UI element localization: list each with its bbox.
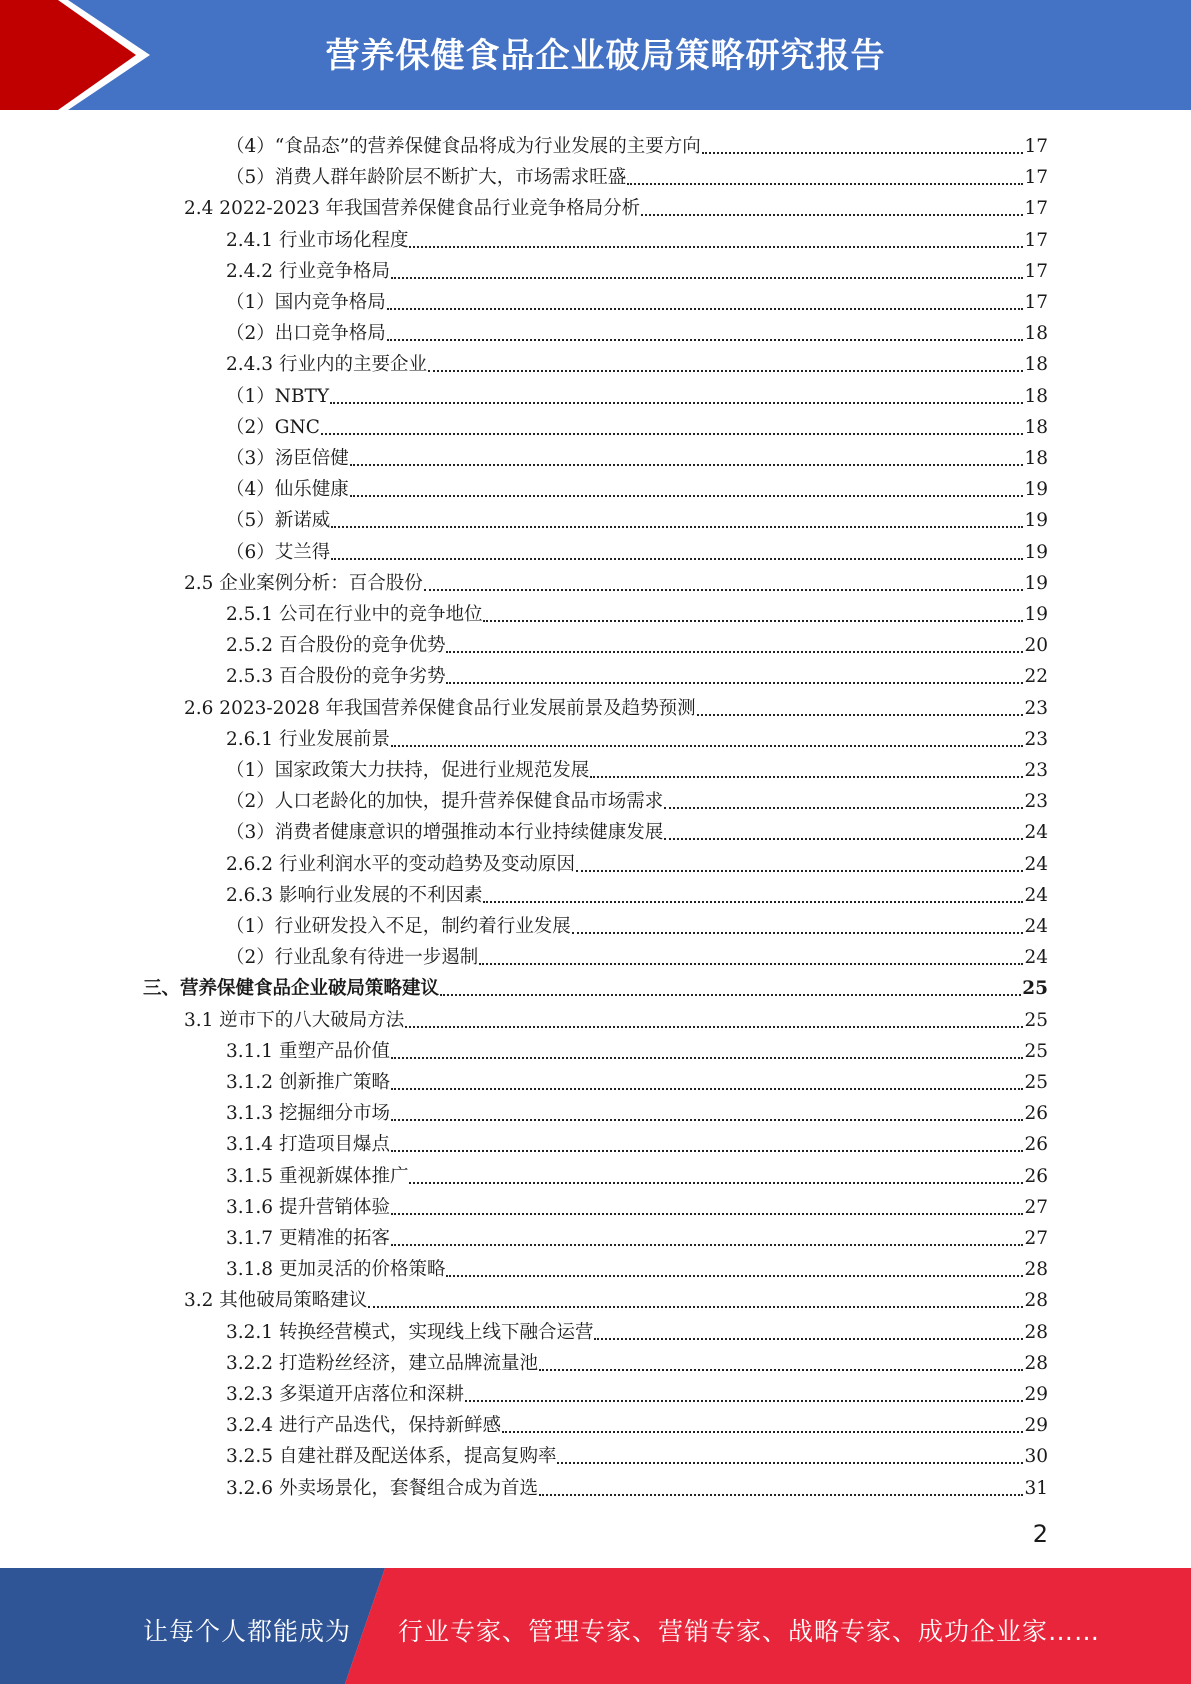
toc-entry-page: 17	[1024, 260, 1048, 282]
toc-dot-leader	[627, 183, 1023, 185]
toc-dot-leader	[483, 901, 1023, 903]
toc-entry[interactable]	[184, 190, 1048, 220]
toc-dot-leader	[391, 1244, 1023, 1246]
toc-entry-title: （2）出口竞争格局	[226, 323, 386, 345]
toc-entry-page: 25	[1024, 1072, 1048, 1093]
toc-dot-leader	[664, 838, 1023, 840]
report-title: 营养保健食品企业破局策略研究报告	[325, 36, 886, 76]
toc-entry-page: 20	[1024, 635, 1048, 657]
toc-dot-leader	[641, 214, 1023, 216]
toc-entry-page: 25	[1024, 1040, 1048, 1062]
toc-entry-page: 18	[1024, 448, 1048, 469]
toc-entry-title: 3.2.1 转换经营模式，实现线上线下融合运营	[226, 1321, 594, 1343]
toc-entry-title: 2.5.1 公司在行业中的竞争地位	[226, 604, 483, 625]
toc-dot-leader	[479, 963, 1023, 965]
toc-entry-page: 25	[1024, 1009, 1048, 1031]
toc-entry-page: 27	[1024, 1228, 1048, 1249]
toc-entry[interactable]	[226, 627, 1048, 657]
toc-entry-page: 19	[1024, 572, 1048, 594]
toc-entry[interactable]	[226, 908, 1048, 938]
toc-dot-leader	[557, 1462, 1023, 1464]
toc-entry[interactable]	[226, 159, 1048, 189]
toc-entry-title: 3.1.8 更加灵活的价格策略	[226, 1259, 446, 1281]
toc-entry-page: 19	[1024, 541, 1048, 563]
toc-dot-leader	[387, 339, 1024, 341]
toc-entry-title: 2.6 2023-2028 年我国营养保健食品行业发展前景及趋势预测	[184, 697, 696, 719]
toc-entry[interactable]	[226, 346, 1048, 376]
toc-entry-page: 24	[1024, 822, 1048, 844]
toc-entry[interactable]	[226, 1158, 1048, 1188]
page-header	[0, 0, 1191, 110]
toc-entry[interactable]	[226, 1220, 1048, 1250]
toc-entry-page: 17	[1024, 229, 1048, 251]
toc-entry-title: 2.5.2 百合股份的竞争优势	[226, 635, 446, 657]
toc-dot-leader	[405, 1026, 1023, 1028]
toc-entry-title: 3.2.3 多渠道开店落位和深耕	[226, 1384, 464, 1405]
toc-entry[interactable]	[226, 596, 1048, 626]
toc-entry-page: 26	[1024, 1165, 1048, 1187]
toc-entry[interactable]	[184, 1002, 1048, 1032]
toc-entry[interactable]	[226, 1033, 1048, 1063]
toc-entry-title: （2）行业乱象有待进一步遏制	[226, 947, 479, 969]
page-footer	[0, 1568, 1191, 1684]
toc-dot-leader	[594, 1338, 1023, 1340]
toc-dot-leader	[446, 1275, 1023, 1277]
toc-entry[interactable]	[226, 1345, 1048, 1375]
toc-dot-leader	[387, 308, 1024, 310]
toc-entry-title: 2.4.1 行业市场化程度	[226, 229, 409, 251]
toc-entry[interactable]	[226, 378, 1048, 408]
toc-entry-page: 18	[1024, 323, 1048, 345]
toc-entry[interactable]	[226, 1126, 1048, 1156]
toc-entry-page: 24	[1024, 947, 1048, 969]
toc-entry-title: 2.6.1 行业发展前景	[226, 728, 390, 750]
toc-entry-title: 2.4 2022-2023 年我国营养保健食品行业竞争格局分析	[184, 198, 641, 220]
toc-dot-leader	[391, 277, 1023, 279]
toc-entry-title: （5）消费人群年龄阶层不断扩大，市场需求旺盛	[226, 167, 627, 189]
toc-entry[interactable]	[226, 222, 1048, 252]
toc-entry[interactable]	[226, 471, 1048, 501]
toc-entry-title: （4）仙乐健康	[226, 479, 349, 501]
toc-entry[interactable]	[226, 814, 1048, 844]
toc-entry[interactable]	[226, 253, 1048, 283]
toc-entry-page: 23	[1024, 728, 1048, 750]
toc-entry-title: 3.2.5 自建社群及配送体系，提高复购率	[226, 1446, 557, 1468]
toc-entry-title: （1）国内竞争格局	[226, 292, 386, 313]
toc-entry[interactable]	[226, 1438, 1048, 1468]
toc-dot-leader	[321, 433, 1024, 435]
toc-dot-leader	[446, 651, 1023, 653]
toc-entry[interactable]	[226, 752, 1048, 782]
toc-entry-page: 23	[1024, 791, 1048, 813]
toc-entry-title: 2.5 企业案例分析：百合股份	[184, 572, 423, 594]
toc-entry[interactable]	[184, 565, 1048, 595]
toc-entry-page: 28	[1024, 1321, 1048, 1343]
toc-entry[interactable]	[226, 440, 1048, 470]
toc-dot-leader	[391, 1150, 1023, 1152]
toc-dot-leader	[350, 495, 1024, 497]
toc-entry-title: 3.1 逆市下的八大破局方法	[184, 1009, 405, 1031]
toc-entry-page: 25	[1022, 978, 1048, 1000]
footer-slogan-left: 让每个人都能成为	[143, 1617, 352, 1646]
toc-entry[interactable]	[226, 877, 1048, 907]
toc-entry-title: 2.6.2 行业利润水平的变动趋势及变动原因	[226, 853, 575, 875]
toc-dot-leader	[697, 714, 1024, 716]
toc-entry-page: 27	[1024, 1196, 1048, 1218]
page-number: 2	[1032, 1520, 1048, 1548]
toc-entry[interactable]	[184, 1282, 1048, 1312]
toc-dot-leader	[391, 1119, 1023, 1121]
toc-entry-page: 19	[1024, 604, 1048, 625]
toc-dot-leader	[428, 370, 1023, 372]
toc-entry-title: （1）NBTY	[226, 385, 330, 407]
toc-dot-leader	[576, 870, 1023, 872]
toc-dot-leader	[391, 1057, 1023, 1059]
toc-dot-leader	[391, 1088, 1023, 1090]
toc-entry-page: 29	[1024, 1384, 1048, 1405]
toc-dot-leader	[368, 1306, 1023, 1308]
toc-entry-page: 23	[1024, 760, 1048, 781]
toc-entry[interactable]	[226, 1095, 1048, 1125]
toc-entry[interactable]	[226, 284, 1048, 314]
toc-dot-leader	[465, 1400, 1023, 1402]
toc-entry-title: 3.2.4 进行产品迭代，保持新鲜感	[226, 1415, 501, 1437]
toc-entry-title: 3.1.4 打造项目爆点	[226, 1134, 390, 1156]
toc-dot-leader	[572, 932, 1024, 934]
toc-entry[interactable]	[226, 534, 1048, 564]
toc-dot-leader	[331, 558, 1023, 560]
toc-entry-title: 3.1.2 创新推广策略	[226, 1072, 390, 1093]
toc-entry-page: 29	[1024, 1415, 1048, 1437]
toc-dot-leader	[590, 776, 1023, 778]
toc-entry[interactable]	[226, 128, 1048, 158]
toc-entry[interactable]	[226, 1376, 1048, 1406]
toc-entry[interactable]	[184, 690, 1048, 720]
toc-dot-leader	[424, 589, 1024, 591]
toc-dot-leader	[350, 464, 1024, 466]
toc-entry-page: 17	[1024, 136, 1048, 157]
toc-dot-leader	[440, 994, 1021, 996]
toc-entry-title: 2.5.3 百合股份的竞争劣势	[226, 666, 446, 688]
toc-entry[interactable]	[226, 783, 1048, 813]
toc-entry-title: 2.4.2 行业竞争格局	[226, 260, 390, 282]
toc-entry-title: 3.2.6 外卖场景化，套餐组合成为首选	[226, 1477, 538, 1499]
toc-dot-leader	[483, 620, 1023, 622]
toc-entry-page: 26	[1024, 1103, 1048, 1125]
toc-entry-page: 28	[1024, 1259, 1048, 1281]
toc-entry-page: 30	[1024, 1446, 1048, 1468]
toc-entry-title: 2.6.3 影响行业发展的不利因素	[226, 884, 483, 906]
toc-entry-title: （2）GNC	[226, 416, 320, 438]
toc-entry-page: 26	[1024, 1134, 1048, 1156]
toc-entry-page: 24	[1024, 884, 1048, 906]
toc-dot-leader	[330, 402, 1023, 404]
toc-entry[interactable]	[143, 970, 1048, 1000]
toc-entry-title: （5）新诺威	[226, 510, 331, 532]
toc-entry-page: 19	[1024, 510, 1048, 532]
toc-entry-page: 24	[1024, 916, 1048, 937]
toc-entry-page: 18	[1024, 354, 1048, 376]
toc-entry-page: 19	[1024, 479, 1048, 501]
footer-slogan-right: 行业专家、管理专家、营销专家、战略专家、成功企业家……	[398, 1617, 1101, 1646]
toc-entry-title: （3）消费者健康意识的增强推动本行业持续健康发展	[226, 822, 664, 844]
toc-dot-leader	[409, 1182, 1023, 1184]
toc-entry[interactable]	[226, 939, 1048, 969]
toc-entry-title: （1）国家政策大力扶持，促进行业规范发展	[226, 760, 590, 781]
toc-entry-title: 2.4.3 行业内的主要企业	[226, 354, 427, 376]
toc-entry-title: 3.2 其他破局策略建议	[184, 1290, 368, 1312]
toc-entry[interactable]	[226, 315, 1048, 345]
toc-entry[interactable]	[226, 721, 1048, 751]
toc-entry-page: 28	[1024, 1290, 1048, 1312]
toc-entry-title: （3）汤臣倍健	[226, 448, 349, 469]
toc-dot-leader	[539, 1369, 1023, 1371]
toc-entry-page: 31	[1024, 1477, 1048, 1499]
toc-dot-leader	[446, 682, 1023, 684]
toc-entry-title: 3.1.7 更精准的拓客	[226, 1228, 390, 1249]
toc-entry-title: 3.1.5 重视新媒体推广	[226, 1165, 409, 1187]
toc-entry-title: 3.1.3 挖掘细分市场	[226, 1103, 390, 1125]
toc-entry-page: 22	[1024, 666, 1048, 688]
toc-entry-title: （1）行业研发投入不足，制约着行业发展	[226, 916, 571, 937]
toc-dot-leader	[391, 745, 1023, 747]
toc-entry[interactable]	[226, 658, 1048, 688]
toc-entry-page: 17	[1024, 167, 1048, 189]
toc-dot-leader	[331, 526, 1023, 528]
toc-entry[interactable]	[226, 846, 1048, 876]
toc-dot-leader	[539, 1494, 1023, 1496]
toc-entry[interactable]	[226, 502, 1048, 532]
toc-entry[interactable]	[226, 1314, 1048, 1344]
toc-entry-title: 3.1.1 重塑产品价值	[226, 1040, 390, 1062]
toc-entry-page: 18	[1024, 385, 1048, 407]
toc-entry-title: （2）人口老龄化的加快，提升营养保健食品市场需求	[226, 791, 664, 813]
toc-entry-title: 3.2.2 打造粉丝经济，建立品牌流量池	[226, 1352, 538, 1374]
toc-entry-page: 17	[1024, 198, 1048, 220]
toc-dot-leader	[502, 1431, 1023, 1433]
toc-dot-leader	[664, 807, 1023, 809]
toc-entry[interactable]	[226, 1189, 1048, 1219]
toc-entry[interactable]	[226, 409, 1048, 439]
toc-entry-title: 3.1.6 提升营销体验	[226, 1196, 390, 1218]
toc-entry-page: 18	[1024, 416, 1048, 438]
toc-entry-title: 三、营养保健食品企业破局策略建议	[143, 978, 440, 1000]
toc-entry[interactable]	[226, 1064, 1048, 1094]
toc-entry-page: 28	[1024, 1352, 1048, 1374]
toc-entry-title: （6）艾兰得	[226, 541, 331, 563]
toc-entry-title: （4）“食品态”的营养保健食品将成为行业发展的主要方向	[226, 136, 701, 157]
toc-entry-page: 23	[1024, 697, 1048, 719]
toc-entry[interactable]	[226, 1470, 1048, 1500]
toc-dot-leader	[702, 152, 1024, 154]
toc-entry[interactable]	[226, 1251, 1048, 1281]
toc-entry[interactable]	[226, 1407, 1048, 1437]
toc-dot-leader	[409, 246, 1023, 248]
toc-dot-leader	[391, 1213, 1023, 1215]
toc-entry-page: 17	[1024, 292, 1048, 313]
toc-entry-page: 24	[1024, 853, 1048, 875]
